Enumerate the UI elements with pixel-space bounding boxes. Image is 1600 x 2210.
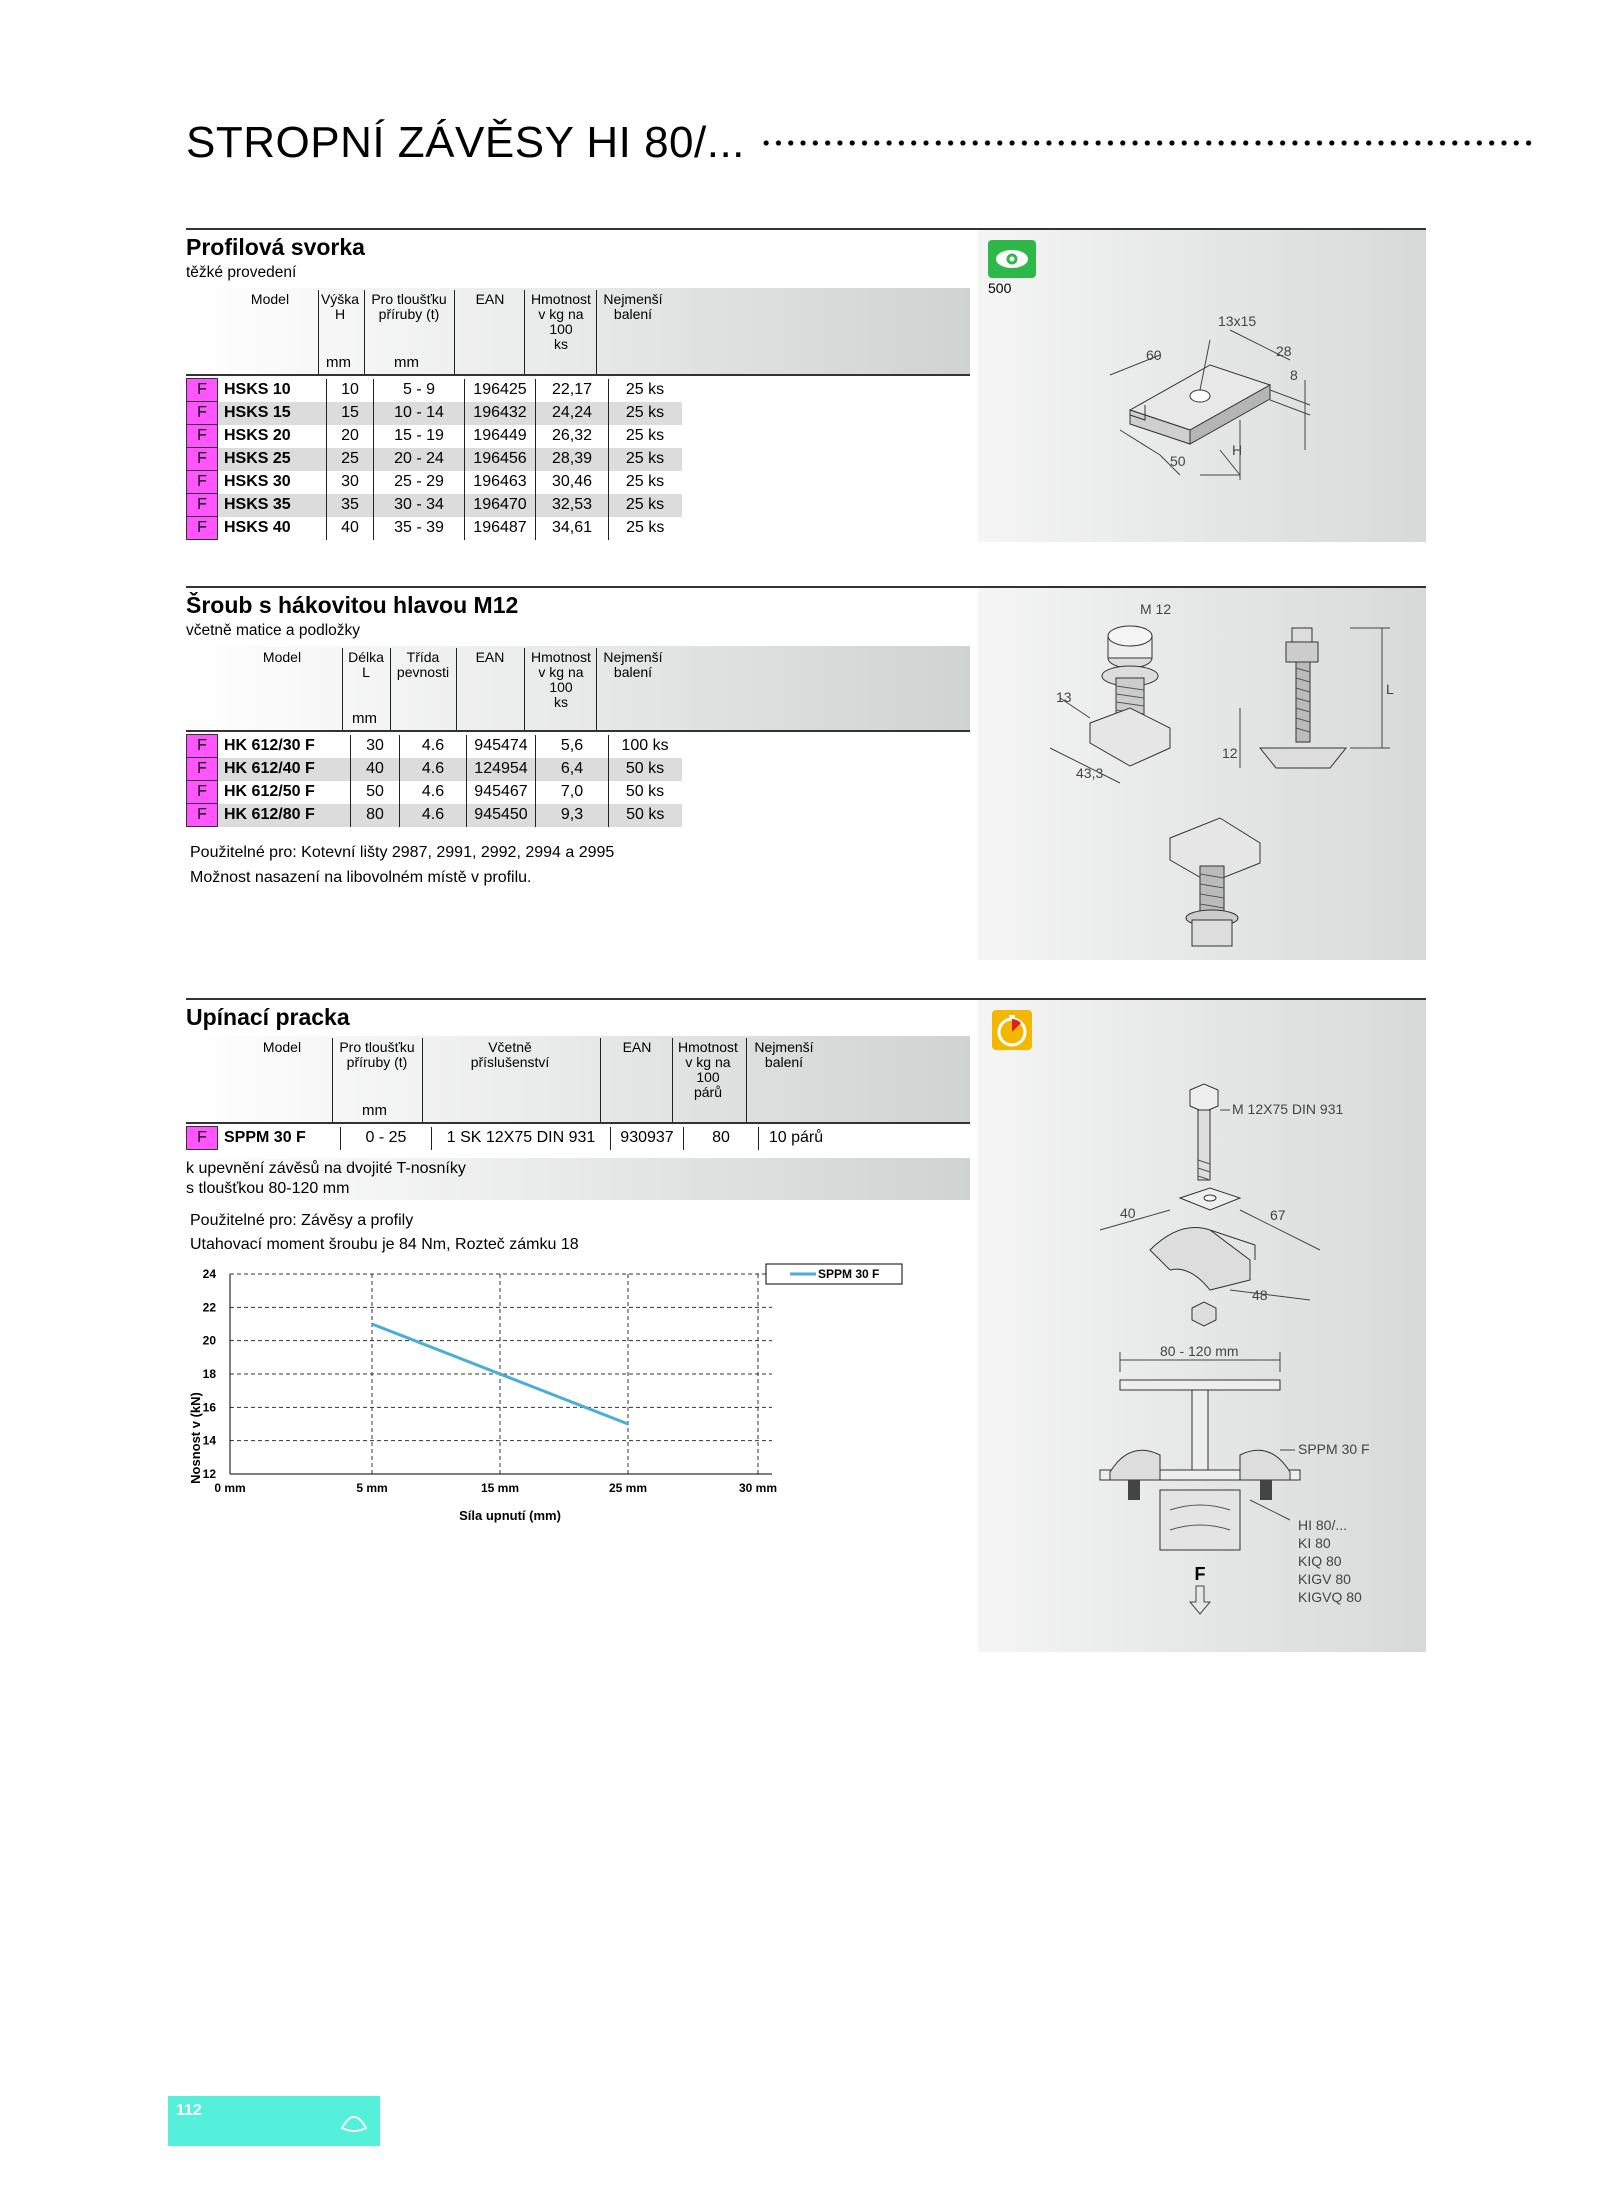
flag-badge: F <box>187 448 218 471</box>
unit-label: mm <box>352 710 377 727</box>
dim-label: 50 <box>1170 453 1186 469</box>
col-header-model: Model <box>262 649 302 665</box>
col-header-flange: Pro tloušťku příruby (t) <box>339 1039 415 1070</box>
cell-class: 4.6 <box>400 758 467 781</box>
compat-label: KIQ 80 <box>1298 1553 1342 1569</box>
cell-model: SPPM 30 F <box>218 1127 341 1150</box>
dim-label: M 12 <box>1140 601 1172 617</box>
cell-model: HSKS 10 <box>218 379 327 402</box>
hook-bolt-drawing <box>1030 598 1410 958</box>
clock-icon <box>992 1010 1032 1050</box>
table-row <box>187 758 682 781</box>
usage-note: Použitelné pro: Kotevní lišty 2987, 2991, 2992, 2994 a 2995 <box>190 844 615 861</box>
cell-ean: 945450 <box>467 804 536 827</box>
usage-note: Použitelné pro: Závěsy a profily <box>190 1212 414 1229</box>
profile-clamp-drawing <box>1100 300 1320 500</box>
cell-model: HK 612/30 F <box>218 735 351 758</box>
table-header-rule <box>186 374 970 376</box>
usage-note: Utahovací moment šroubu je 84 Nm, Rozteč zámku 18 <box>190 1236 579 1253</box>
cell-h: 25 <box>327 448 374 471</box>
flag-badge: F <box>187 425 218 448</box>
table-row <box>187 517 682 540</box>
col-header-length: Délka L <box>348 649 384 680</box>
dim-label: L <box>1386 681 1394 697</box>
y-tick-label: 24 <box>202 1267 216 1281</box>
table-header-rule <box>186 730 970 732</box>
cell-t: 0 - 25 <box>341 1127 432 1150</box>
col-header-ean: EAN <box>622 1039 652 1055</box>
compat-label: KIGV 80 <box>1298 1571 1351 1587</box>
cell-t: 5 - 9 <box>374 379 465 402</box>
col-header-model: Model <box>250 291 290 307</box>
cell-ean: 196449 <box>465 425 536 448</box>
dim-label: 67 <box>1270 1207 1286 1223</box>
cell-weight: 9,3 <box>536 804 609 827</box>
unit-label: mm <box>362 1102 387 1119</box>
cell-pack: 25 ks <box>609 494 682 517</box>
header-divider <box>454 290 455 374</box>
x-tick-label: 15 mm <box>480 1481 520 1495</box>
header-divider <box>364 290 365 374</box>
cell-weight: 34,61 <box>536 517 609 540</box>
table-row <box>187 804 682 827</box>
section-title: Upínací pracka <box>186 1004 350 1030</box>
table-row <box>187 379 682 402</box>
flag-badge: F <box>187 804 218 827</box>
cell-t: 10 - 14 <box>374 402 465 425</box>
col-header-weight: Hmotnost v kg na 100 ks <box>531 649 591 710</box>
col-header-height: Výška H <box>320 291 360 322</box>
flag-badge: F <box>187 471 218 494</box>
cell-ean: 196463 <box>465 471 536 494</box>
table-row <box>187 402 682 425</box>
cell-weight: 5,6 <box>536 735 609 758</box>
y-tick-label: 12 <box>202 1467 216 1481</box>
dim-label: 8 <box>1290 367 1298 383</box>
table-row <box>187 781 682 804</box>
cell-t: 20 - 24 <box>374 448 465 471</box>
col-header-class: Třída pevnosti <box>396 649 450 680</box>
cell-pack: 50 ks <box>609 804 682 827</box>
cell-pack: 25 ks <box>626 519 665 536</box>
cell-ean: 196456 <box>465 448 536 471</box>
col-header-ean: EAN <box>475 291 505 307</box>
cell-weight: 30,46 <box>536 471 609 494</box>
product-table <box>186 378 682 540</box>
header-divider <box>524 648 525 730</box>
cell-h: 10 <box>327 379 374 402</box>
cell-l: 30 <box>351 735 400 758</box>
cell-h: 35 <box>327 494 374 517</box>
col-header-model: Model <box>262 1039 302 1055</box>
cell-weight: 28,39 <box>536 448 609 471</box>
col-header-weight: Hmotnost v kg na 100 ks <box>531 291 591 352</box>
dim-label: 60 <box>1146 347 1162 363</box>
cell-model: HSKS 30 <box>218 471 327 494</box>
dim-label: 13 <box>1056 689 1072 705</box>
chart-legend <box>766 1264 902 1284</box>
cell-weight: 26,32 <box>536 425 609 448</box>
header-divider <box>596 290 597 374</box>
cell-h: 20 <box>327 425 374 448</box>
col-header-accessories: Včetně příslušenství <box>470 1039 550 1070</box>
cell-pack: 50 ks <box>625 783 665 800</box>
dim-label: 48 <box>1252 1287 1268 1303</box>
cell-weight: 32,53 <box>536 494 609 517</box>
cell-pack: 25 ks <box>625 427 665 444</box>
cell-model: HK 612/50 F <box>218 781 351 804</box>
product-table <box>186 734 682 827</box>
compat-label: HI 80/... <box>1298 1517 1348 1533</box>
usage-note: Možnost nasazení na libovolném místě v profilu. <box>190 869 532 886</box>
header-divider <box>524 290 525 374</box>
table-row <box>187 1127 834 1150</box>
header-divider <box>672 1038 673 1122</box>
cell-ean: 196432 <box>465 402 536 425</box>
cell-t: 30 - 34 <box>374 494 465 517</box>
cell-pack: 10 párů <box>768 1129 824 1146</box>
legend-label: SPPM 30 F <box>818 1267 880 1281</box>
flag-badge: F <box>187 379 218 402</box>
compat-label: KI 80 <box>1298 1535 1331 1551</box>
dim-label: 40 <box>1120 1205 1136 1221</box>
flag-badge: F <box>187 1127 218 1150</box>
cell-class: 4.6 <box>400 735 467 758</box>
cell-model: HSKS 35 <box>218 494 327 517</box>
section-subtitle: těžké provedení <box>186 264 297 281</box>
flag-badge: F <box>187 781 218 804</box>
cell-ean: 196470 <box>465 494 536 517</box>
header-divider <box>596 648 597 730</box>
x-tick-label: 5 mm <box>356 1481 388 1495</box>
cell-pack: 25 ks <box>625 473 665 490</box>
dim-label: SPPM 30 F <box>1298 1441 1370 1457</box>
col-header-pack: Nejmenší balení <box>754 1039 814 1070</box>
compat-label: KIGVQ 80 <box>1298 1589 1362 1605</box>
cell-h: 30 <box>327 471 374 494</box>
header-divider <box>318 290 319 374</box>
cell-pack: 25 ks <box>609 448 682 471</box>
cell-weight: 22,17 <box>536 379 609 402</box>
flag-badge: F <box>187 517 218 540</box>
header-divider <box>342 648 343 730</box>
dim-label: 80 - 120 mm <box>1160 1343 1239 1359</box>
header-divider <box>746 1038 747 1122</box>
cell-l: 80 <box>351 804 400 827</box>
x-tick-label: 0 mm <box>214 1481 246 1495</box>
dim-label: 13x15 <box>1218 313 1257 329</box>
eye-icon <box>988 240 1036 278</box>
section-title: Profilová svorka <box>186 234 365 260</box>
cell-weight: 7,0 <box>536 781 609 804</box>
col-header-weight: Hmotnost v kg na 100 párů <box>678 1039 738 1100</box>
header-divider <box>332 1038 333 1122</box>
force-label: F <box>1194 1564 1206 1584</box>
y-tick-label: 18 <box>202 1367 216 1381</box>
x-axis-label: Síla upnutí (mm) <box>459 1508 561 1523</box>
header-divider <box>390 648 391 730</box>
y-tick-label: 20 <box>202 1333 216 1348</box>
cell-model: HK 612/40 F <box>218 758 351 781</box>
cell-l: 50 <box>351 781 400 804</box>
table-row <box>187 494 682 517</box>
cell-ean: 196487 <box>465 517 536 540</box>
cell-pack: 25 ks <box>609 402 682 425</box>
dim-label: 43,3 <box>1076 765 1104 781</box>
icon-label: 500 <box>988 280 1012 296</box>
col-header-pack: Nejmenší balení <box>603 649 663 680</box>
clamp-assembly-drawing <box>1080 1080 1410 1660</box>
description-text: s tloušťkou 80-120 mm <box>186 1180 350 1197</box>
cell-ean: 945467 <box>467 781 536 804</box>
cell-h: 15 <box>327 402 374 425</box>
title-dot-leader <box>760 138 1536 148</box>
cell-weight: 6,4 <box>536 758 609 781</box>
table-row <box>187 735 682 758</box>
cell-model: HK 612/80 F <box>218 804 351 827</box>
cell-l: 40 <box>351 758 400 781</box>
cell-acc: 1 SK 12X75 DIN 931 <box>432 1127 611 1150</box>
cell-h: 40 <box>327 517 374 540</box>
cell-ean: 945474 <box>467 735 536 758</box>
header-divider <box>422 1038 423 1122</box>
flag-badge: F <box>187 735 218 758</box>
flag-badge: F <box>187 758 218 781</box>
section-title: Šroub s hákovitou hlavou M12 <box>186 592 519 618</box>
cell-pack: 100 ks <box>621 737 669 754</box>
cell-ean: 124954 <box>467 758 536 781</box>
cell-class: 4.6 <box>400 781 467 804</box>
page-number: 112 <box>176 2102 202 2119</box>
product-table <box>186 1126 833 1150</box>
cell-pack: 50 ks <box>609 758 682 781</box>
cell-t: 25 - 29 <box>374 471 465 494</box>
load-capacity-chart <box>186 1262 906 1532</box>
cell-ean: 196425 <box>465 379 536 402</box>
logo-icon <box>338 2104 370 2136</box>
table-header-rule <box>186 1122 970 1124</box>
header-divider <box>456 648 457 730</box>
cell-t: 15 - 19 <box>374 425 465 448</box>
y-axis-label: Nosnost v (kN) <box>188 1392 203 1484</box>
cell-weight: 24,24 <box>536 402 609 425</box>
unit-label: mm <box>394 354 419 371</box>
table-row <box>187 448 682 471</box>
cell-t: 35 - 39 <box>374 517 465 540</box>
cell-model: HSKS 25 <box>218 448 327 471</box>
col-header-ean: EAN <box>475 649 505 665</box>
dim-label: 28 <box>1276 343 1292 359</box>
dim-label: 12 <box>1222 745 1238 761</box>
dim-label: M 12X75 DIN 931 <box>1232 1101 1344 1117</box>
y-tick-label: 14 <box>202 1433 216 1448</box>
cell-ean: 930937 <box>611 1127 684 1150</box>
col-header-flange: Pro tloušťku příruby (t) <box>371 291 447 322</box>
flag-badge: F <box>187 494 218 517</box>
cell-model: HSKS 40 <box>218 517 327 540</box>
x-tick-label: 30 mm <box>738 1481 778 1495</box>
table-row <box>187 471 682 494</box>
section-subtitle: včetně matice a podložky <box>186 622 361 639</box>
header-divider <box>600 1038 601 1122</box>
y-tick-label: 22 <box>202 1300 216 1315</box>
cell-model: HSKS 20 <box>218 425 327 448</box>
dim-label: H <box>1232 442 1243 458</box>
unit-label: mm <box>326 354 351 371</box>
col-header-pack: Nejmenší balení <box>603 291 663 322</box>
flag-badge: F <box>187 402 218 425</box>
description-text: k upevnění závěsů na dvojité T-nosníky <box>186 1160 466 1177</box>
page-title: STROPNÍ ZÁVĚSY HI 80/... <box>186 118 745 167</box>
y-tick-label: 16 <box>202 1400 216 1415</box>
x-tick-label: 25 mm <box>608 1481 648 1495</box>
cell-weight: 80 <box>684 1127 759 1150</box>
cell-pack: 25 ks <box>625 381 665 398</box>
cell-model: HSKS 15 <box>218 402 327 425</box>
table-row <box>187 425 682 448</box>
cell-class: 4.6 <box>400 804 467 827</box>
